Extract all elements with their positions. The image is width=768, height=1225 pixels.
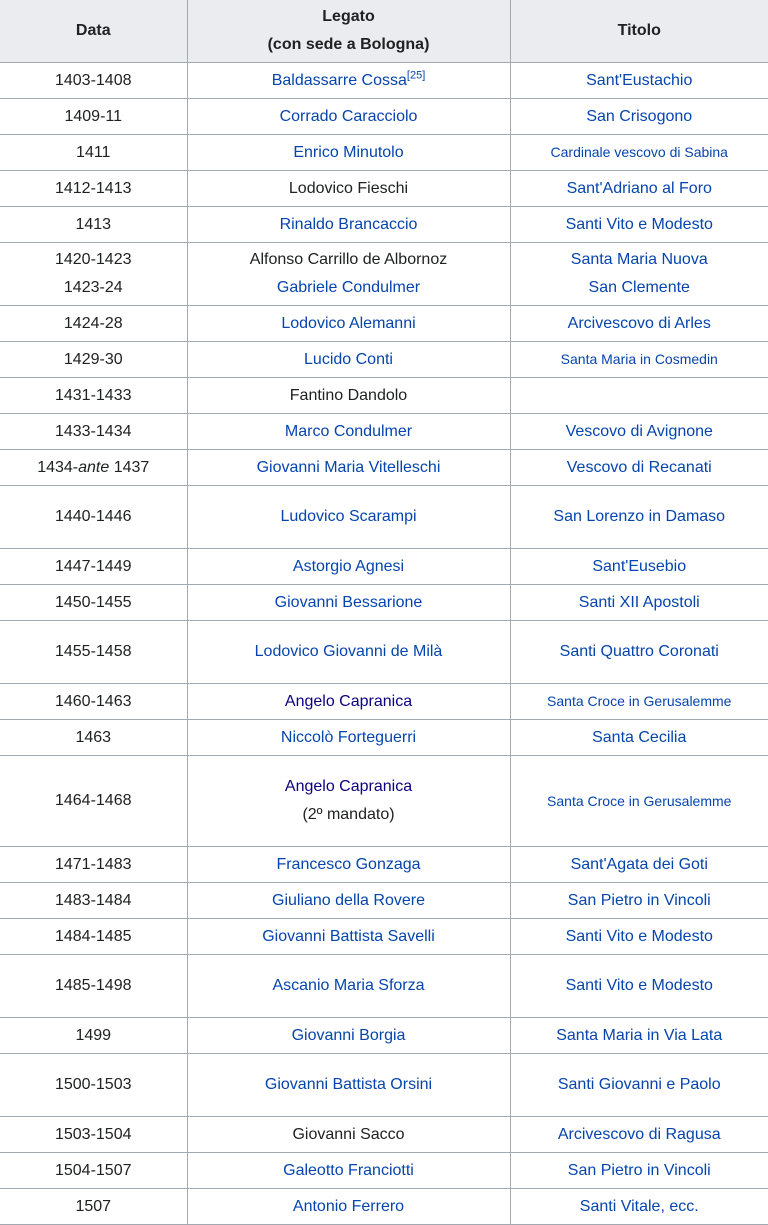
legate-link[interactable]: Enrico Minutolo (293, 143, 404, 161)
table-row (0, 486, 768, 549)
date-end: 1437 (109, 458, 150, 476)
title-link[interactable]: Sant'Adriano al Foro (566, 179, 712, 197)
table-row (0, 171, 768, 207)
legate-cell (187, 1054, 510, 1117)
title-cell (510, 1117, 768, 1153)
table-row (0, 621, 768, 684)
table-row (0, 342, 768, 378)
table-row (0, 1054, 768, 1117)
legate-cell (187, 883, 510, 919)
table-row (0, 306, 768, 342)
legate-note: (2º mandato) (302, 806, 395, 823)
legate-link[interactable]: Giovanni Battista Orsini (264, 1076, 433, 1093)
title-link[interactable]: San Crisogono (586, 107, 693, 125)
legate-cell (187, 756, 510, 847)
date-cell: 1440-1446 (0, 486, 187, 549)
title-cell (510, 1018, 768, 1054)
title-cell (510, 450, 768, 486)
title-link[interactable]: Vescovo di Recanati (566, 458, 712, 476)
title-cell (510, 756, 768, 847)
title-link[interactable]: Santa Cecilia (592, 728, 687, 746)
title-cell (510, 135, 768, 171)
title-cell (510, 378, 768, 414)
legate-cell (187, 171, 510, 207)
legate-link[interactable]: Angelo Capranica (284, 692, 413, 710)
title-cell (510, 621, 768, 684)
title-cell (510, 883, 768, 919)
legate-link[interactable]: Baldassarre Cossa (271, 71, 407, 89)
legate-cell (187, 378, 510, 414)
legate-link[interactable]: Antonio Ferrero (292, 1197, 405, 1215)
legate-cell (187, 63, 510, 99)
title-cell (510, 243, 768, 306)
title-link[interactable]: Vescovo di Avignone (565, 422, 713, 440)
title-cell (510, 847, 768, 883)
table-row (0, 378, 768, 414)
table-row (0, 1018, 768, 1054)
date-cell: 1409-11 (0, 99, 187, 135)
legate-cell (187, 243, 510, 306)
table-row (0, 1153, 768, 1189)
title-link[interactable]: Arcivescovo di Ragusa (557, 1125, 721, 1143)
title-link[interactable]: Santi XII Apostoli (578, 593, 700, 611)
legate-cell (187, 919, 510, 955)
table-row (0, 720, 768, 756)
date-cell: 1412-1413 (0, 171, 187, 207)
legate-text: Giovanni Sacco (292, 1125, 405, 1143)
title-link[interactable]: Santi Giovanni e Paolo (557, 1076, 721, 1093)
title-cell (510, 207, 768, 243)
date-cell: 1433-1434 (0, 414, 187, 450)
title-link[interactable]: Sant'Eusebio (592, 557, 687, 575)
legate-cell (187, 135, 510, 171)
date-line: 1423-24 (63, 279, 123, 296)
header-legato-line1: Legato (322, 8, 375, 25)
date-cell: 1503-1504 (0, 1117, 187, 1153)
title-cell (510, 955, 768, 1018)
title-link[interactable]: Santi Quattro Coronati (559, 643, 719, 660)
table-row (0, 99, 768, 135)
title-link[interactable]: San Pietro in Vincoli (567, 1161, 711, 1179)
legate-cell (187, 486, 510, 549)
title-cell (510, 549, 768, 585)
table-row (0, 585, 768, 621)
date-cell: 1500-1503 (0, 1054, 187, 1117)
legate-link[interactable]: Astorgio Agnesi (292, 557, 405, 575)
date-cell: 1464-1468 (0, 756, 187, 847)
legate-cell (187, 1153, 510, 1189)
legate-link[interactable]: Ascanio Maria Sforza (272, 977, 425, 994)
title-cell (510, 306, 768, 342)
legate-link[interactable]: Giuliano della Rovere (272, 891, 425, 909)
title-link[interactable]: Santa Croce in Gerusalemme (547, 792, 732, 809)
date-line: 1420-1423 (54, 251, 132, 268)
title-link[interactable]: Cardinale vescovo di Sabina (550, 144, 728, 160)
date-cell: 1424-28 (0, 306, 187, 342)
title-link[interactable]: Sant'Agata dei Goti (570, 855, 708, 873)
reference-link[interactable]: [25] (406, 69, 426, 82)
date-qualifier: ante (78, 458, 110, 476)
title-cell (510, 342, 768, 378)
legate-cell (187, 1018, 510, 1054)
date-cell: 1431-1433 (0, 378, 187, 414)
legate-link[interactable]: Lucido Conti (304, 350, 393, 368)
legate-link[interactable]: Rinaldo Brancaccio (279, 215, 418, 233)
legate-link[interactable]: Giovanni Bessarione (274, 593, 423, 611)
date-cell: 1413 (0, 207, 187, 243)
legate-cell (187, 1189, 510, 1225)
legate-link[interactable]: Lodovico Giovanni de Milà (254, 643, 443, 660)
title-cell (510, 684, 768, 720)
title-link[interactable]: Santa Maria in Via Lata (556, 1026, 723, 1044)
date-start: 1434- (37, 458, 79, 476)
date-cell: 1450-1455 (0, 585, 187, 621)
title-cell (510, 1189, 768, 1225)
date-cell: 1471-1483 (0, 847, 187, 883)
title-link[interactable]: Arcivescovo di Arles (567, 314, 711, 332)
title-link[interactable]: Santi Vito e Modesto (565, 215, 713, 233)
legate-text: Fantino Dandolo (289, 386, 408, 404)
title-cell (510, 486, 768, 549)
title-link[interactable]: Santa Croce in Gerusalemme (547, 693, 732, 709)
legate-text: Lodovico Fieschi (288, 179, 409, 197)
legate-cell (187, 720, 510, 756)
legate-cell (187, 1117, 510, 1153)
table-row (0, 919, 768, 955)
date-cell: 1507 (0, 1189, 187, 1225)
table-row (0, 756, 768, 847)
date-cell: 1484-1485 (0, 919, 187, 955)
title-link[interactable]: Santa Maria in Cosmedin (560, 351, 718, 367)
title-cell (510, 1153, 768, 1189)
legate-text: Alfonso Carrillo de Albornoz (249, 251, 448, 268)
date-cell: 1504-1507 (0, 1153, 187, 1189)
table-row (0, 1189, 768, 1225)
legate-link[interactable]: Gabriele Condulmer (276, 279, 421, 296)
legate-link[interactable]: Lodovico Alemanni (281, 314, 416, 332)
legate-link[interactable]: Giovanni Maria Vitelleschi (256, 458, 441, 476)
title-cell (510, 414, 768, 450)
title-link[interactable]: Santa Maria Nuova (570, 251, 708, 268)
legate-cell (187, 847, 510, 883)
table-row (0, 549, 768, 585)
date-cell: 1403-1408 (0, 63, 187, 99)
legate-cell (187, 342, 510, 378)
table-row (0, 414, 768, 450)
header-titolo: Titolo (510, 0, 768, 63)
table-row (0, 955, 768, 1018)
legate-link[interactable]: Angelo Capranica (284, 778, 413, 795)
header-data: Data (0, 0, 187, 63)
title-link[interactable]: San Lorenzo in Damaso (553, 508, 726, 525)
title-cell (510, 99, 768, 135)
date-cell (0, 243, 187, 306)
title-link[interactable]: Santi Vito e Modesto (565, 927, 713, 945)
table-row (0, 243, 768, 306)
table-row (0, 684, 768, 720)
legate-cell (187, 955, 510, 1018)
date-cell: 1429-30 (0, 342, 187, 378)
legate-link[interactable]: Niccolò Forteguerri (280, 728, 417, 746)
title-link[interactable]: Santi Vito e Modesto (565, 977, 713, 994)
table-row (0, 207, 768, 243)
title-link[interactable]: San Pietro in Vincoli (567, 891, 711, 909)
title-link[interactable]: Sant'Eustachio (586, 71, 693, 89)
legate-link[interactable]: Giovanni Borgia (291, 1026, 406, 1044)
legate-link[interactable]: Corrado Caracciolo (279, 107, 418, 125)
date-cell: 1499 (0, 1018, 187, 1054)
date-cell: 1447-1449 (0, 549, 187, 585)
title-cell (510, 919, 768, 955)
legate-link[interactable]: Marco Condulmer (284, 422, 413, 440)
table-row (0, 450, 768, 486)
date-cell: 1463 (0, 720, 187, 756)
title-cell (510, 63, 768, 99)
legate-cell (187, 621, 510, 684)
table-row (0, 883, 768, 919)
date-cell: 1455-1458 (0, 621, 187, 684)
title-cell (510, 720, 768, 756)
header-row (0, 0, 768, 63)
legate-cell (187, 306, 510, 342)
title-link[interactable]: Santi Vitale, ecc. (579, 1197, 699, 1215)
header-legato (187, 0, 510, 63)
legate-cell (187, 585, 510, 621)
legate-cell (187, 99, 510, 135)
legate-cell (187, 450, 510, 486)
date-cell: 1483-1484 (0, 883, 187, 919)
title-cell (510, 171, 768, 207)
table-row (0, 847, 768, 883)
legate-cell (187, 684, 510, 720)
date-cell: 1460-1463 (0, 684, 187, 720)
legate-cell (187, 207, 510, 243)
legate-cell (187, 549, 510, 585)
title-cell (510, 585, 768, 621)
title-cell (510, 1054, 768, 1117)
table-row (0, 135, 768, 171)
date-cell: 1411 (0, 135, 187, 171)
legate-cell (187, 414, 510, 450)
title-link[interactable]: San Clemente (588, 279, 690, 296)
table-row (0, 63, 768, 99)
legate-link[interactable]: Francesco Gonzaga (276, 855, 421, 873)
table-row (0, 1117, 768, 1153)
legate-link[interactable]: Ludovico Scarampi (280, 508, 417, 525)
date-cell (0, 450, 187, 486)
date-cell: 1485-1498 (0, 955, 187, 1018)
header-legato-line2: (con sede a Bologna) (267, 36, 430, 53)
legate-link[interactable]: Giovanni Battista Savelli (262, 927, 435, 945)
legate-link[interactable]: Galeotto Franciotti (283, 1161, 414, 1179)
